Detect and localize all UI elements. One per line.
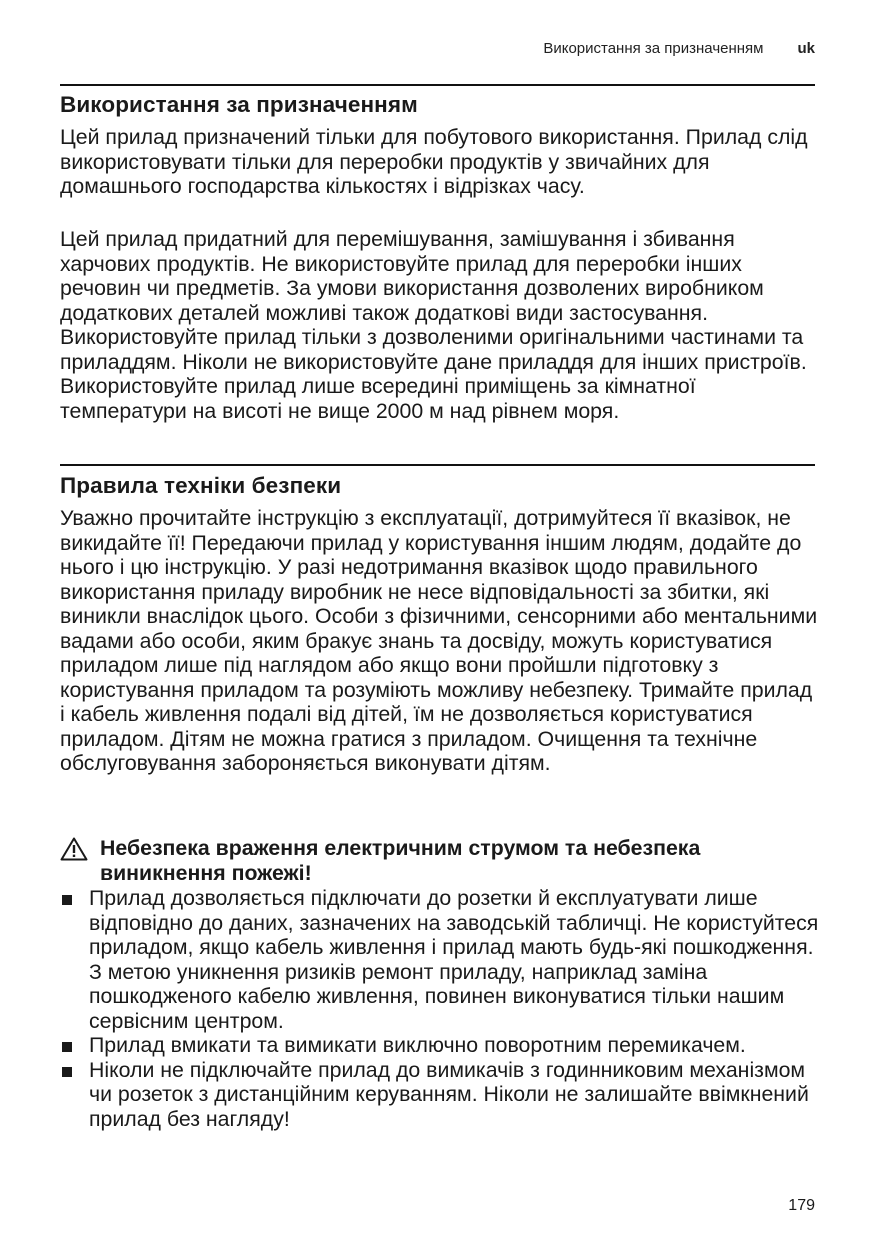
section-divider — [60, 464, 815, 466]
running-header — [60, 40, 815, 57]
intended-use-paragraph-2: Цей прилад придатний для перемішування, замішування і збивання харчових продуктів. Не використовуйте прилад для переробки інших речовин чи предметів. За умови використання дозволених виробником додаткових деталей можливі також додаткові види застосування. Використовуйте прилад тільки з дозволеними оригінальними частинами та приладдям. Ніколи не використовуйте дане приладдя для інших пристроїв. Використовуйте прилад лише всередині приміщень за кімнатної температури на висоті не вище 2000 м над рівнем моря. — [60, 227, 807, 423]
safety-intro-paragraph: Уважно прочитайте інструкцію з експлуатації, дотримуйтеся її вказівок, не викидайте її! Передаючи прилад у користування іншим людям, додайте до нього і цю інструкцію. У разі недотримання вказівок щодо правильного використання приладу виробник не несе відповідальності за збитки, які виникли внаслідок цього. Особи з фізичними, сенсорними або ментальними вадами або особи, яким бракує знань та досвіду, можуть користуватися приладом лише під наглядом або якщо вони пройшли підготовку з користування приладом та розуміють можливу небезпеку. Тримайте прилад і кабель живлення подалі від дітей, їм не дозволяється користуватися приладом. Дітям не можна гратися з приладом. Очищення та технічне обслуговування забороняється виконувати дітям. — [60, 506, 818, 775]
warning-triangle-icon — [60, 837, 88, 861]
page-number: 179 — [788, 1197, 815, 1214]
bullet-square-icon — [62, 1042, 72, 1052]
bullet-text: Ніколи не підключайте прилад до вимикачів з годинниковим механізмом чи розеток з дистанційним керуванням. Ніколи не залишайте ввімкнений прилад без нагляду! — [89, 1057, 809, 1131]
language-code: uk — [797, 40, 815, 57]
section-divider — [60, 84, 815, 86]
list-item — [60, 1033, 820, 1058]
bullet-text: Прилад дозволяється підключати до розетки й експлуатувати лише відповідно до даних, зазначених на заводській табличці. Не користуйтеся приладом, якщо кабель живлення і прилад мають будь-які пошкодження. З метою уникнення ризиків ремонт приладу, наприклад заміна пошкодженого кабелю живлення, повинен виконуватися тільки нашим сервісним центром. — [89, 886, 819, 1033]
list-item — [60, 886, 820, 1033]
warning-text: Небезпека враження електричним струмом та небезпека виникнення пожежі! — [100, 836, 701, 885]
bullet-text: Прилад вмикати та вимикати виключно поворотним перемикачем. — [89, 1033, 746, 1057]
running-title: Використання за призначенням — [543, 40, 764, 57]
section-title-safety-rules: Правила техніки безпеки — [60, 473, 342, 498]
section-title-intended-use: Використання за призначенням — [60, 92, 418, 117]
intended-use-paragraph-1: Цей прилад призначений тільки для побутового використання. Прилад слід використовувати тільки для переробки продуктів у звичайних для домашнього господарства кількостях і відрізках часу. — [60, 125, 808, 198]
electric-shock-warning — [60, 836, 820, 885]
list-item — [60, 1058, 820, 1132]
bullet-square-icon — [62, 1067, 72, 1077]
safety-bullet-list — [60, 886, 820, 1131]
bullet-square-icon — [62, 895, 72, 905]
